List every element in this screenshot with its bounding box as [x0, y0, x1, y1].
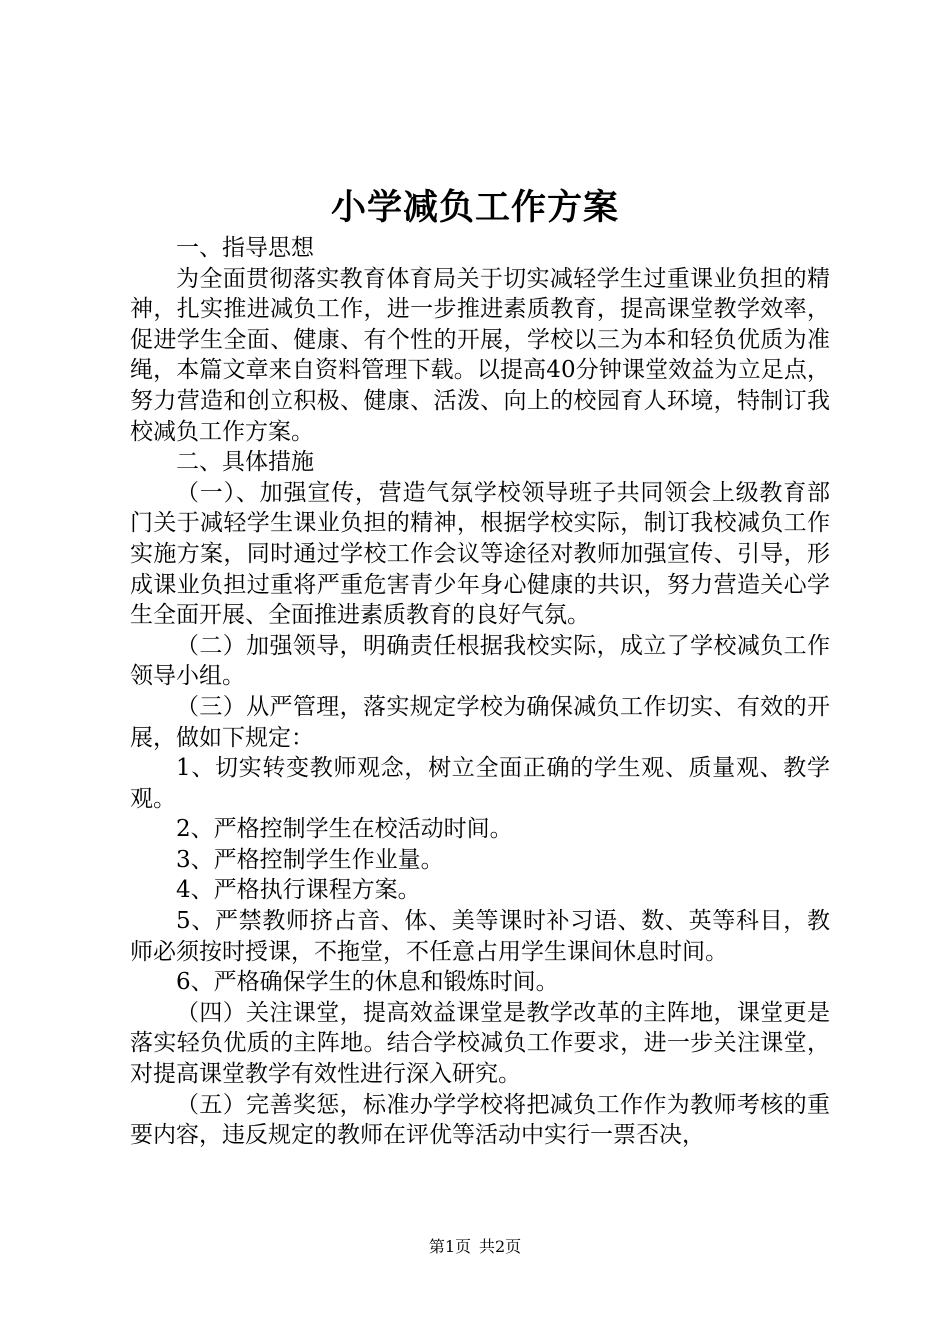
list-item-rule-4: 4、严格执行课程方案。 [176, 877, 421, 904]
list-item-rule-3: 3、严格控制学生作业量。 [176, 846, 444, 873]
document-title: 小学减负工作方案 [330, 187, 619, 228]
section-heading-guiding-ideology: 一、指导思想 [176, 235, 314, 261]
paragraph-guiding-ideology: 为全面贯彻落实教育体育局关于切实减轻学生过重课业负担的精神，扎实推进减负工作，进一步推进素质教育，提高课堂教学效率，促进学生全面、健康、有个性的开展，学校以三为本和轻负优质为准绳，本篇文章来自资料管理下载。以提高40分钟课堂效益为立足点，努力营造和创立积极、健康、活泼、向上的校园育人环境，特制订我校减负工作方案。 [130, 265, 830, 445]
section-heading-measures: 二、具体措施 [176, 449, 314, 476]
page-number-current: 第1页 [428, 1237, 471, 1256]
list-item-rule-5: 5、严禁教师挤占音、体、美等课时补习语、数、英等科目，教师必须按时授课，不拖堂，不任意占用学生课间休息时间。 [130, 908, 830, 965]
paragraph-measure-5: （五）完善奖惩，标准办学学校将把减负工作作为教师考核的重要内容，违反规定的教师在评优等活动中实行一票否决， [130, 1091, 830, 1149]
paragraph-measure-2: （二）加强领导，明确责任根据我校实际，成立了学校减负工作领导小组。 [130, 632, 830, 690]
page-number-total: 共2页 [479, 1237, 522, 1256]
list-item-rule-1: 1、切实转变教师观念，树立全面正确的学生观、质量观、教学观。 [130, 755, 830, 812]
paragraph-measure-3: （三）从严管理，落实规定学校为确保减负工作切实、有效的开展，做如下规定： [130, 693, 830, 751]
list-item-rule-6: 6、严格确保学生的休息和锻炼时间。 [176, 969, 559, 996]
document-body [130, 233, 830, 1151]
list-item-rule-2: 2、严格控制学生在校活动时间。 [176, 816, 513, 843]
paragraph-measure-1: （一）、加强宣传，营造气氛学校领导班子共同领会上级教育部门关于减轻学生课业负担的精神，根据学校实际，制订我校减负工作实施方案，同时通过学校工作会议等途径对教师加强宣传、引导，形成课业负担过重将严重危害青少年身心健康的共识，努力营造关心学生全面开展、全面推进素质教育的良好气氛。 [130, 479, 830, 629]
page-footer [0, 1236, 950, 1258]
paragraph-measure-4: （四）关注课堂，提高效益课堂是教学改革的主阵地，课堂更是落实轻负优质的主阵地。结合学校减负工作要求，进一步关注课堂，对提高课堂教学有效性进行深入研究。 [130, 999, 830, 1088]
